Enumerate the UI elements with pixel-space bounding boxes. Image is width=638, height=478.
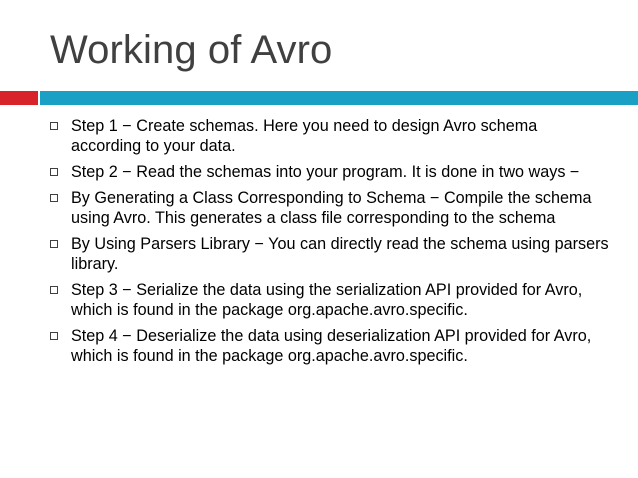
square-bullet-icon	[50, 286, 58, 294]
bullet-text: Step 4 − Deserialize the data using deserialization API provided for Avro, which is found in the package org.apache.avro.specific.	[71, 327, 592, 365]
bullet-item	[50, 116, 610, 156]
square-bullet-icon	[50, 168, 58, 176]
bullet-item	[50, 326, 610, 366]
bullet-item	[50, 162, 610, 182]
bullet-list	[50, 116, 610, 372]
square-bullet-icon	[50, 194, 58, 202]
bullet-text: By Using Parsers Library − You can directly read the schema using parsers library.	[71, 235, 609, 273]
bullet-item	[50, 280, 610, 320]
bullet-item	[50, 234, 610, 274]
bullet-text: Step 3 − Serialize the data using the serialization API provided for Avro, which is found in the package org.apache.avro.specific.	[71, 281, 583, 319]
bullet-text: Step 1 − Create schemas. Here you need to design Avro schema according to your data.	[71, 117, 538, 155]
title-accent-red-bar	[0, 91, 38, 105]
bullet-item	[50, 188, 610, 228]
square-bullet-icon	[50, 332, 58, 340]
title-accent-blue-bar	[40, 91, 638, 105]
square-bullet-icon	[50, 240, 58, 248]
bullet-text: Step 2 − Read the schemas into your program. It is done in two ways −	[71, 163, 580, 181]
slide-title: Working of Avro	[50, 28, 333, 72]
bullet-text: By Generating a Class Corresponding to Schema − Compile the schema using Avro. This generates a class file corresponding to the schema	[71, 189, 592, 227]
square-bullet-icon	[50, 122, 58, 130]
